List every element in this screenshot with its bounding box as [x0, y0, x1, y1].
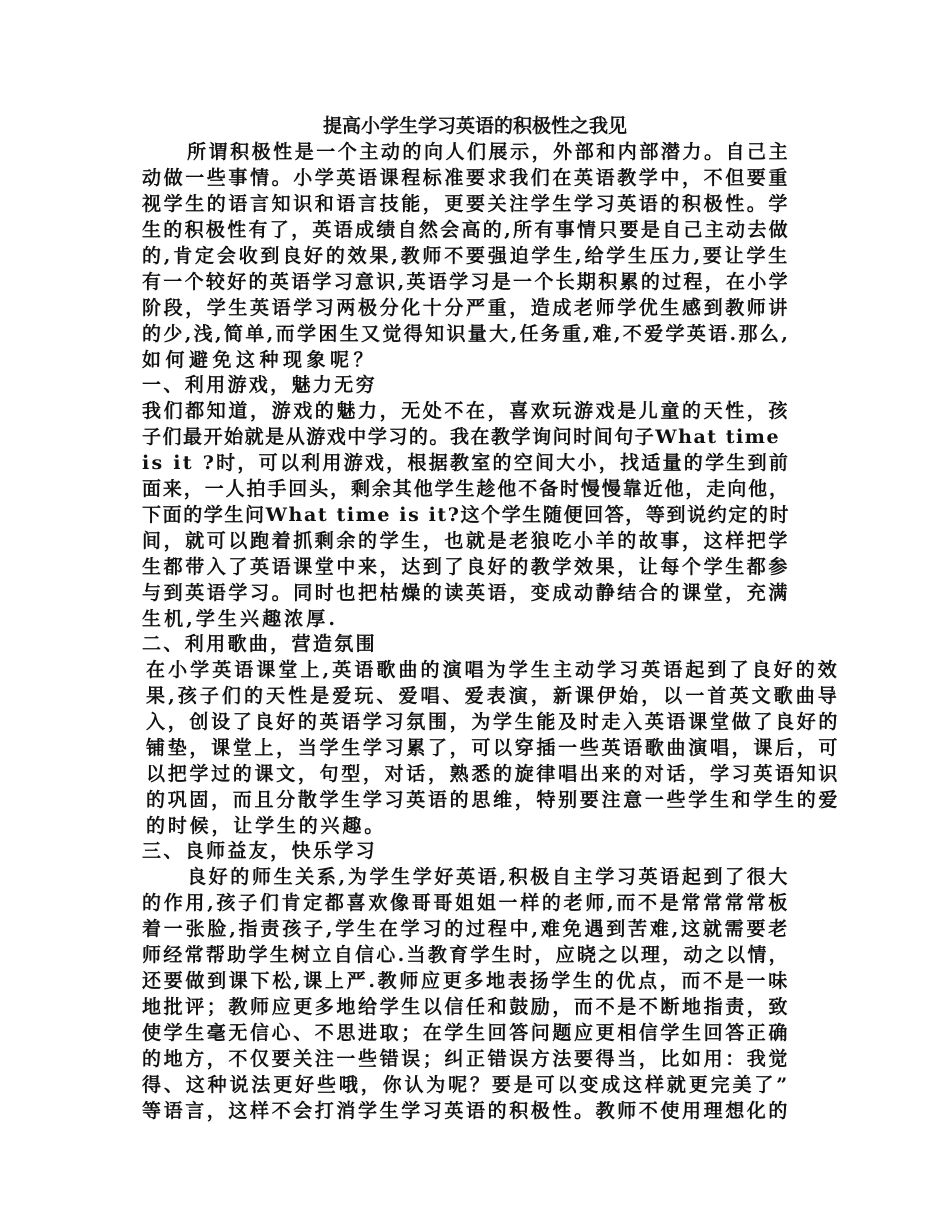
- text-line: 师经常帮助学生树立自信心.当教育学生时，应晓之以理，动之以情，: [142, 944, 790, 966]
- text-line: 阶段，学生英语学习两极分化十分严重，造成老师学优生感到教师讲: [142, 297, 791, 319]
- text-line: 的巩固，而且分散学生学习英语的思维，特别要注意一些学生和学生的爱: [146, 789, 841, 811]
- text-line: 如何避免这种现象呢？: [142, 349, 378, 371]
- text-line: 果,孩子们的天性是爱玩、爱唱、爱表演，新课伊始，以一首英文歌曲导: [146, 685, 840, 707]
- text-line: 有一个较好的英语学习意识,英语学习是一个长期积累的过程，在小学: [142, 271, 790, 293]
- text-line: 视学生的语言知识和语言技能，更要关注学生学习英语的积极性。学: [142, 193, 791, 215]
- text-line: 使学生毫无信心、不思进取；在学生回答问题应更相信学生回答正确: [142, 1022, 791, 1044]
- text-line: 二、利用歌曲，营造氛围: [142, 633, 377, 655]
- text-line: 还要做到课下松,课上严.教师应更多地表扬学生的优点，而不是一味: [142, 970, 790, 992]
- text-line: 生机,学生兴趣浓厚.: [142, 608, 339, 630]
- text-line: 下面的学生问What time is it?这个学生随便回答，等到说约定的时: [142, 504, 791, 526]
- text-line: 以把学过的课文，句型，对话，熟悉的旋律唱出来的对话，学习英语知识: [146, 763, 841, 785]
- text-line: 的少,浅,简单,而学困生又觉得知识量大,任务重,难,不爱学英语.那么,: [142, 323, 791, 345]
- text-line: 在小学英语课堂上,英语歌曲的演唱为学生主动学习英语起到了良好的效: [146, 659, 840, 681]
- text-line: 着一张脸,指责孩子,学生在学习的过程中,难免遇到苦难,这就需要老: [142, 918, 791, 940]
- text-line: 生都带入了英语课堂中来，达到了良好的教学效果，让每个学生都参: [142, 556, 791, 578]
- text-line: 与到英语学习。同时也把枯燥的读英语，变成动静结合的课堂，充满: [142, 582, 791, 604]
- text-line: 面来，一人拍手回头，剩余其他学生趁他不备时慢慢靠近他，走向他，: [142, 478, 790, 500]
- text-line: 动做一些事情。小学英语课程标准要求我们在英语教学中，不但要重: [142, 167, 791, 189]
- text-line: 的作用,孩子们肯定都喜欢像哥哥姐姐一样的老师,而不是常常常常板: [142, 892, 790, 914]
- text-line: 我们都知道，游戏的魅力，无处不在，喜欢玩游戏是儿童的天性，孩: [142, 400, 791, 422]
- text-line: 的地方，不仅要关注一些错误；纠正错误方法要得当，比如用：我觉: [142, 1048, 791, 1070]
- document-title: 提高小学生学习英语的积极性之我见: [322, 115, 627, 137]
- text-line: 等语言，这样不会打消学生学习英语的积极性。教师不使用理想化的: [142, 1100, 791, 1122]
- text-line: 子们最开始就是从游戏中学习的。我在教学询问时间句子What time: [142, 426, 781, 448]
- text-line: 铺垫，课堂上，当学生学习累了，可以穿插一些英语歌曲演唱，课后，可: [146, 737, 841, 759]
- text-line: 地批评；教师应更多地给学生以信任和鼓励，而不是不断地指责，致: [142, 996, 791, 1018]
- text-line: 入，创设了良好的英语学习氛围，为学生能及时走入英语课堂做了良好的: [146, 711, 841, 733]
- text-line: 的时候，让学生的兴趣。: [146, 815, 387, 837]
- text-line: 间，就可以跑着抓剩余的学生，也就是老狼吃小羊的故事，这样把学: [142, 530, 791, 552]
- text-line: is it ?时，可以利用游戏，根据教室的空间大小，找适量的学生到前: [142, 452, 791, 474]
- text-line: 得、这种说法更好些哦，你认为呢？要是可以变成这样就更完美了”: [142, 1074, 791, 1096]
- text-line: 三、良师益友，快乐学习: [142, 840, 377, 862]
- text-line: 的,肯定会收到良好的效果,教师不要强迫学生,给学生压力,要让学生: [142, 245, 791, 267]
- text-line: 所谓积极性是一个主动的向人们展示，外部和内部潜力。自己主: [187, 141, 791, 163]
- text-line: 生的积极性有了，英语成绩自然会高的,所有事情只要是自己主动去做: [142, 219, 790, 241]
- text-line: 一、利用游戏，魅力无穷: [142, 374, 377, 396]
- text-line: 良好的师生关系,为学生学好英语,积极自主学习英语起到了很大: [187, 866, 791, 888]
